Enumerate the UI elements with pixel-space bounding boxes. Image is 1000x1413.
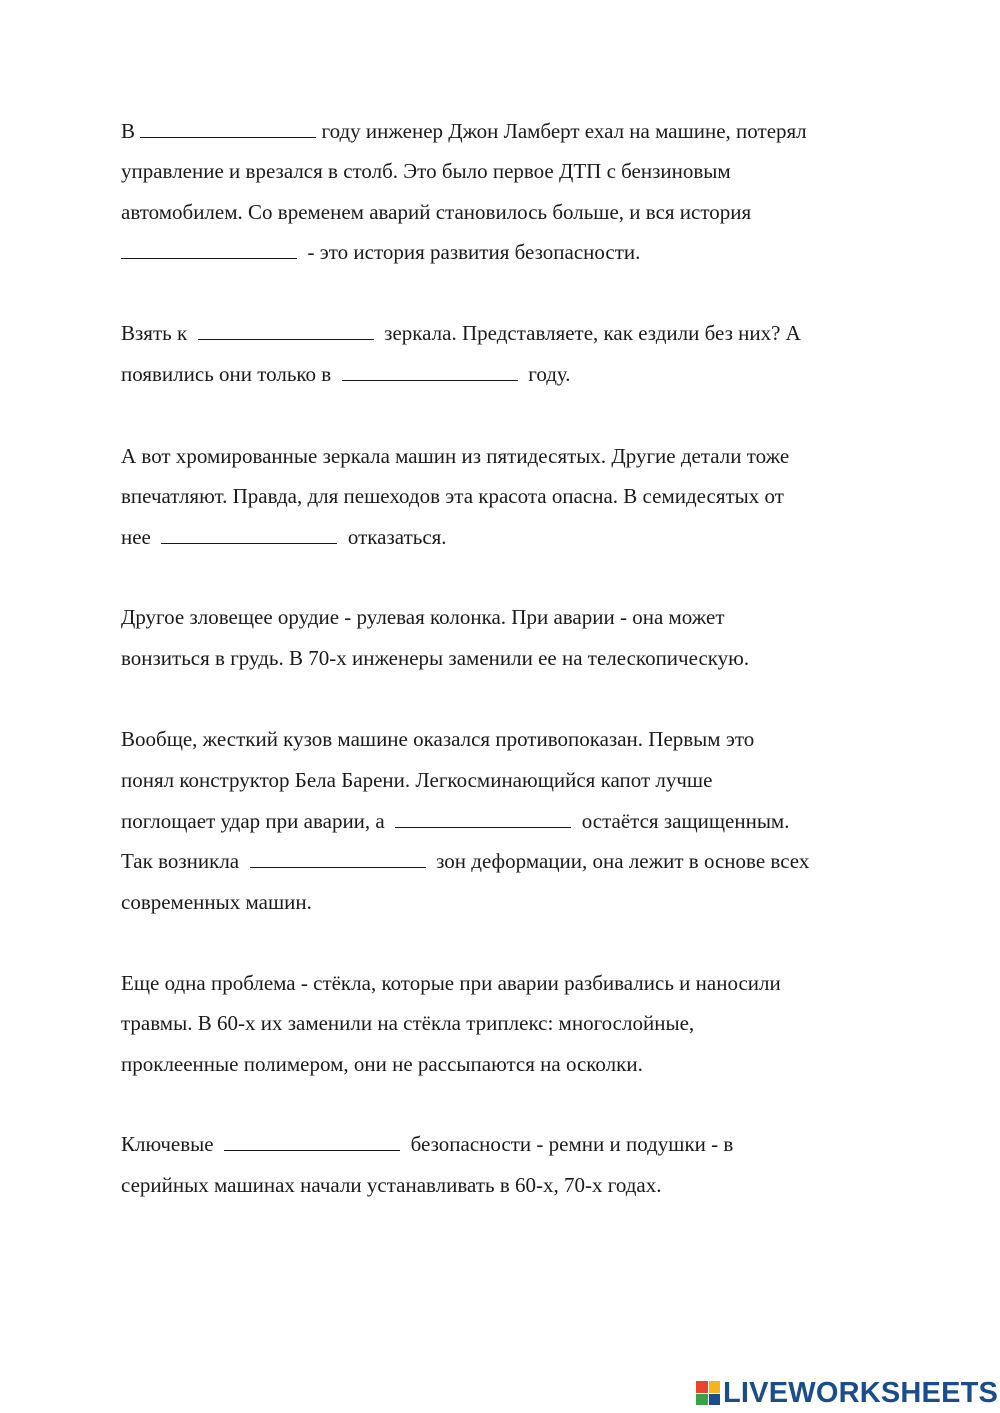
text-line (121, 808, 789, 834)
answer-blank-3[interactable] (198, 321, 374, 340)
text-line (121, 889, 312, 915)
text-segment: зон деформации, она лежит в основе всех (425, 849, 810, 873)
text-line (121, 970, 781, 996)
text-segment: остаётся защищенным. (571, 809, 790, 833)
answer-blank-8[interactable] (224, 1132, 400, 1151)
text-segment: вонзиться в грудь. В 70-х инженеры заменили ее на телескопическую. (121, 646, 750, 670)
text-line (121, 361, 571, 387)
text-line (121, 1172, 661, 1198)
answer-blank-2[interactable] (121, 240, 297, 259)
text-line (121, 158, 731, 184)
text-line (121, 524, 447, 550)
text-line (121, 604, 725, 630)
liveworksheets-logo[interactable] (696, 1378, 998, 1408)
text-line (121, 118, 807, 144)
text-segment: зеркала. Представляете, как ездили без них? А (373, 321, 801, 345)
text-line (121, 483, 784, 509)
text-segment: поглощает удар при аварии, а (121, 809, 396, 833)
logo-square-red (696, 1381, 708, 1393)
answer-blank-4[interactable] (342, 362, 518, 381)
text-segment: Вообще, жесткий кузов машине оказался противопоказан. Первым это (121, 727, 755, 751)
text-segment: Еще одна проблема - стёкла, которые при аварии разбивались и наносили (121, 971, 781, 995)
text-line (121, 726, 754, 752)
text-line (121, 767, 712, 793)
liveworksheets-grid-icon (696, 1381, 720, 1405)
text-line (121, 1051, 643, 1077)
text-segment: впечатляют. Правда, для пешеходов эта красота опасна. В семидесятых от (121, 484, 784, 508)
logo-text: LIVEWORKSHEETS (723, 1377, 999, 1409)
answer-blank-1[interactable] (140, 119, 316, 138)
text-segment: А вот хромированные зеркала машин из пятидесятых. Другие детали тоже (121, 444, 790, 468)
text-line (121, 443, 789, 469)
logo-square-green (696, 1394, 708, 1406)
text-segment: появились они только в (121, 362, 342, 386)
text-segment: автомобилем. Со временем аварий становилось больше, и вся история (121, 200, 752, 224)
text-line (121, 199, 751, 225)
logo-square-blue (709, 1394, 721, 1406)
text-segment: Взять к (121, 321, 198, 345)
text-line (121, 1010, 694, 1036)
answer-blank-7[interactable] (250, 849, 426, 868)
text-segment: серийных машинах начали устанавливать в 60-х, 70-х годах. (121, 1173, 662, 1197)
text-line (121, 848, 809, 874)
text-segment: понял конструктор Бела Барени. Легкосминающийся капот лучше (121, 768, 713, 792)
answer-blank-6[interactable] (395, 809, 571, 828)
text-line (121, 239, 640, 265)
text-segment: Ключевые (121, 1132, 225, 1156)
text-segment: - это история развития безопасности. (297, 240, 641, 264)
text-segment: В (121, 119, 141, 143)
text-segment: травмы. В 60-х их заменили на стёкла триплекс: многослойные, (121, 1011, 695, 1035)
text-line (121, 645, 749, 671)
text-segment: нее (121, 525, 162, 549)
text-segment: современных машин. (121, 890, 312, 914)
text-segment: отказаться. (337, 525, 447, 549)
logo-square-yellow (709, 1381, 721, 1393)
text-segment: году инженер Джон Ламберт ехал на машине, потерял (316, 119, 807, 143)
text-segment: проклеенные полимером, они не рассыпаются на осколки. (121, 1052, 643, 1076)
text-segment: безопасности - ремни и подушки - в (400, 1132, 734, 1156)
text-segment: году. (517, 362, 571, 386)
text-segment: управление и врезался в столб. Это было первое ДТП с бензиновым (121, 159, 731, 183)
text-segment: Так возникла (121, 849, 250, 873)
text-segment: Другое зловещее орудие - рулевая колонка. При аварии - она может (121, 605, 725, 629)
text-line (121, 320, 801, 346)
text-line (121, 1131, 733, 1157)
answer-blank-5[interactable] (161, 525, 337, 544)
